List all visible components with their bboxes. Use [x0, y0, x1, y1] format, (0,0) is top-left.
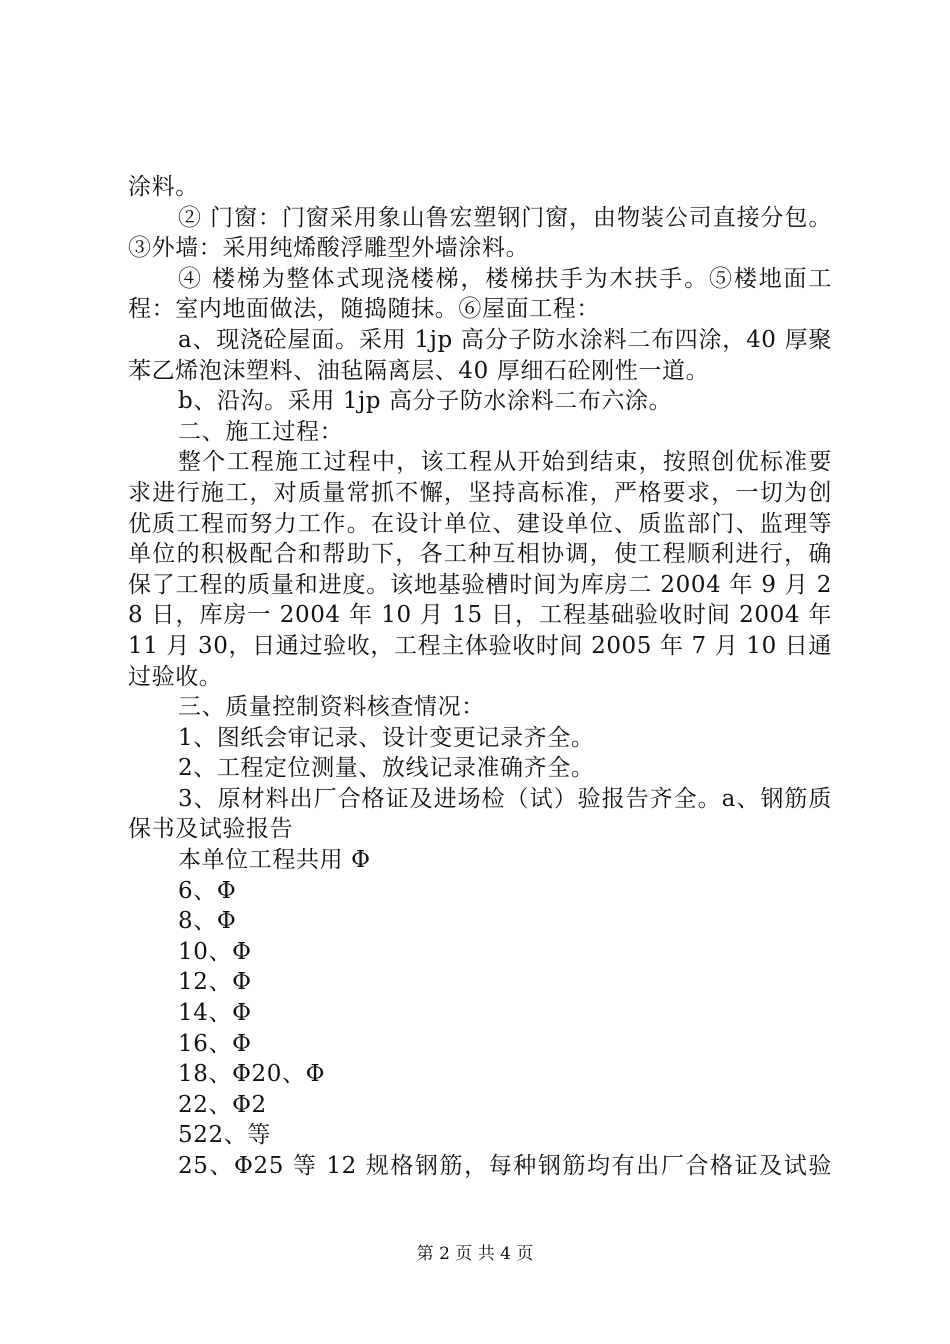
paragraph: 3、原材料出厂合格证及进场检（试）验报告齐全。a、钢筋质保书及试验报告	[128, 785, 832, 843]
paragraph: 22、Φ2	[178, 1091, 267, 1118]
paragraph: 14、Φ	[178, 1000, 252, 1027]
paragraph: 16、Φ	[178, 1030, 252, 1057]
paragraph: 本单位工程共用 Φ	[178, 847, 371, 874]
paragraph: 二、施工过程：	[178, 418, 344, 445]
paragraph: 三、质量控制资料核查情况：	[178, 694, 485, 721]
paragraph: 10、Φ	[178, 938, 252, 965]
paragraph: ② 门窗：门窗采用象山鲁宏塑钢门窗，由物装公司直接分包。③外墙：采用纯烯酸浮雕型外墙涂料。	[128, 204, 832, 262]
paragraph: 8、Φ	[178, 908, 237, 935]
paragraph: a、现浇砼屋面。采用 1jp 高分子防水涂料二布四涂，40 厚聚苯乙烯泡沫塑料、油毡隔离层、40 厚细石砼刚性一道。	[128, 326, 832, 384]
paragraph: 25、Φ25 等 12 规格钢筋，每种钢筋均有出厂合格证及试验	[178, 1153, 832, 1179]
document-body	[128, 172, 832, 1182]
paragraph: b、沿沟。采用 1jp 高分子防水涂料二布六涂。	[178, 388, 673, 415]
paragraph: 涂料。	[128, 174, 199, 200]
paragraph: 整个工程施工过程中，该工程从开始到结束，按照创优标准要求进行施工，对质量常抓不懈，坚持高标准，严格要求，一切为创优质工程而努力工作。在设计单位、建设单位、质监部门、监理等单位的积极配合和帮助下，各工种互相协调，使工程顺利进行，确保了工程的质量和进度。该地基验槽时间为库房二 2004 年 9 月 28 日，库房一 2004 年 10 月 15 日，工程基础验收时间 2004 年 11 月 30，日通过验收，工程主体验收时间 2005 年 7 月 10 日通过验收。	[128, 449, 832, 690]
page-footer: 第 2 页 共 4 页	[416, 1244, 534, 1264]
paragraph: 1、图纸会审记录、设计变更记录齐全。	[178, 724, 595, 751]
paragraph: ④ 楼梯为整体式现浇楼梯，楼梯扶手为木扶手。⑤楼地面工程：室内地面做法，随捣随抹。⑥屋面工程：	[128, 265, 832, 323]
paragraph: 12、Φ	[178, 969, 252, 996]
paragraph: 18、Φ20、Φ	[178, 1061, 326, 1088]
paragraph: 2、工程定位测量、放线记录准确齐全。	[178, 755, 595, 782]
paragraph: 522、等	[178, 1122, 271, 1149]
paragraph: 6、Φ	[178, 877, 237, 904]
